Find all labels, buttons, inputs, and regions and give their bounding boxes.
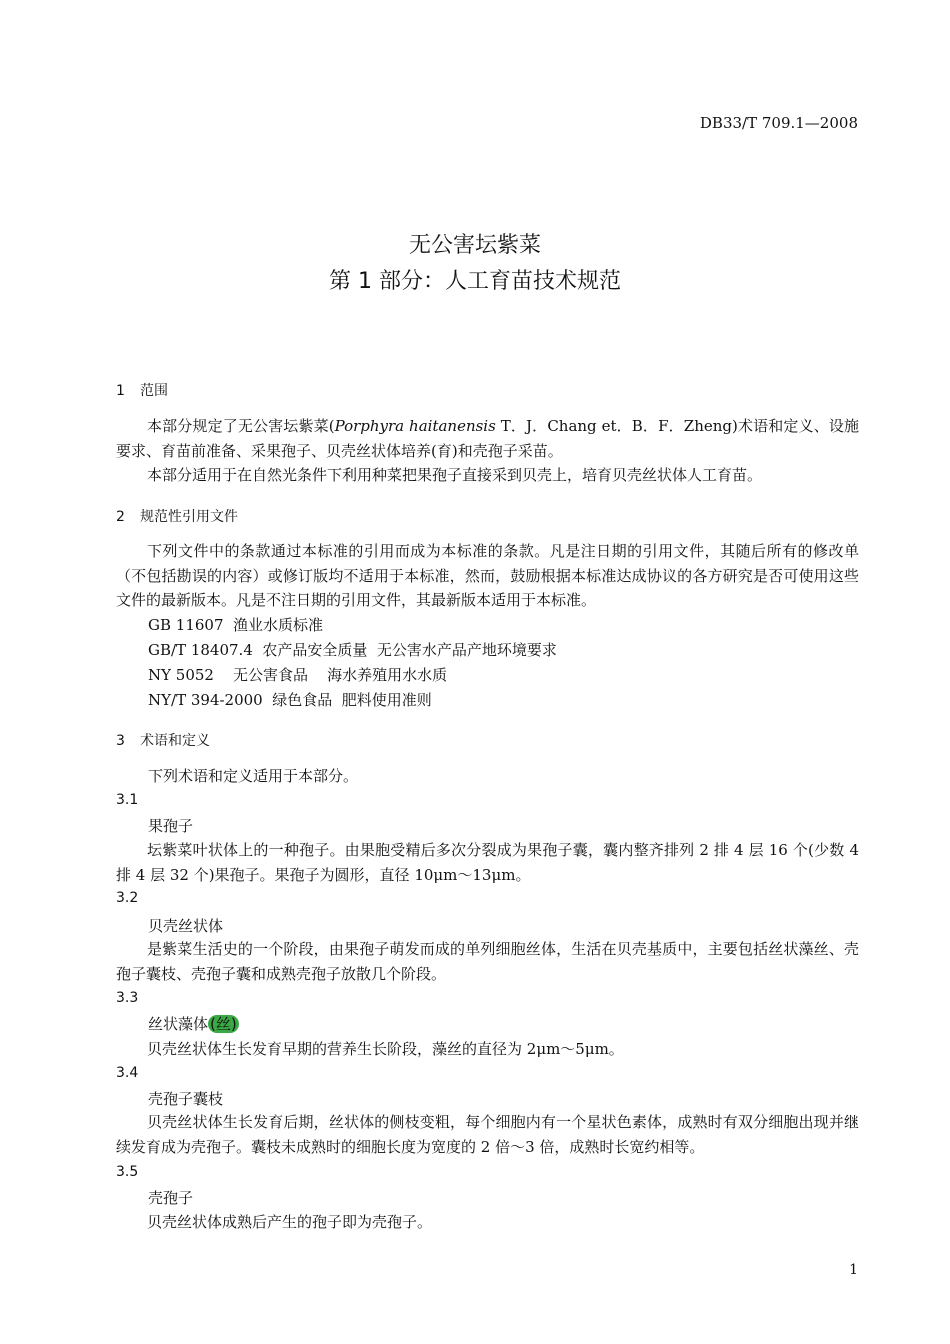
term-definition: 是紫菜生活史的一个阶段，由果孢子萌发而成的单列细胞丝体，生活在贝壳基质中，主要包括丝状藻丝、壳孢子囊枝、壳孢子囊和成熟壳孢子放散几个阶段。 xyxy=(116,940,859,983)
section-title: 术语和定义 xyxy=(140,733,210,749)
term-number: 3.2 xyxy=(116,890,139,906)
section-heading-scope xyxy=(116,380,168,400)
section-number: 2 xyxy=(116,509,125,525)
section-number: 1 xyxy=(116,383,125,399)
term-definition: 贝壳丝状体成熟后产生的孢子即为壳孢子。 xyxy=(147,1213,433,1231)
term-number: 3.5 xyxy=(116,1164,139,1180)
reference-item: GB/T 18407.4 农产品安全质量 无公害水产品产地环境要求 xyxy=(148,641,557,659)
term-name: 壳孢子 xyxy=(148,1189,194,1207)
scope-paragraph-2: 本部分适用于在自然光条件下利用种菜把果孢子直接采到贝壳上，培育贝壳丝状体人工育苗。 xyxy=(147,466,763,484)
text-run: T．J．Chang et．B．F．Zheng)术语和定义、设施要求、育苗前准备、采果孢子、贝壳丝状体培养(育)和壳孢子采苗。 xyxy=(116,417,860,460)
section-heading-terms xyxy=(116,730,210,750)
species-name: Porphyra haitanensis xyxy=(334,417,496,435)
page-number: 1 xyxy=(849,1262,858,1278)
reference-item: NY/T 394-2000 绿色食品 肥料使用准则 xyxy=(148,691,432,709)
section-heading-normative-references xyxy=(116,506,238,526)
term-definition: 贝壳丝状体生长发育后期，丝状体的侧枝变粗，每个细胞内有一个星状色素体，成熟时有双分细胞出现并继续发育成为壳孢子。囊枝未成熟时的细胞长度为宽度的 2 倍～3 倍，成熟时长宽约相等。 xyxy=(116,1113,859,1156)
term-definition: 贝壳丝状体生长发育早期的营养生长阶段，藻丝的直径为 2μm～5μm。 xyxy=(147,1040,624,1058)
highlight-mark: (丝) xyxy=(210,1015,237,1033)
document-subtitle: 第 1 部分：人工育苗技术规范 xyxy=(329,269,621,294)
reference-item: GB 11607 渔业水质标准 xyxy=(148,616,324,634)
text-run: 本部分规定了无公害坛紫菜( xyxy=(147,417,335,435)
term-name: 果孢子 xyxy=(148,817,194,835)
term-definition: 坛紫菜叶状体上的一种孢子。由果胞受精后多次分裂成为果孢子囊，囊内整齐排列 2 排 4 层 16 个(少数 4 排 4 层 32 个)果孢子。果孢子为圆形，直径 10μm～13μm。 xyxy=(116,841,859,884)
section-title: 规范性引用文件 xyxy=(140,509,238,525)
reference-item: NY 5052 无公害食品 海水养殖用水水质 xyxy=(148,666,448,684)
term-name: 贝壳丝状体 xyxy=(148,917,224,935)
term-name: 壳孢子囊枝 xyxy=(148,1090,224,1108)
term-number: 3.3 xyxy=(116,990,139,1006)
terms-intro: 下列术语和定义适用于本部分。 xyxy=(148,767,359,785)
references-paragraph: 下列文件中的条款通过本标准的引用而成为本标准的条款。凡是注日期的引用文件，其随后所有的修改单（不包括勘误的内容）或修订版均不适用于本标准，然而，鼓励根据本标准达成协议的各方研究是否可使用这些文件的最新版本。凡是不注日期的引用文件，其最新版本适用于本标准。 xyxy=(116,542,859,609)
section-title: 范围 xyxy=(140,383,168,399)
term-name xyxy=(148,1013,239,1034)
term-number: 3.1 xyxy=(116,792,139,808)
term-number: 3.4 xyxy=(116,1065,139,1081)
scope-paragraph-1 xyxy=(116,414,859,463)
section-number: 3 xyxy=(116,733,125,749)
document-title: 无公害坛紫菜 xyxy=(408,233,541,258)
term-name-text: 丝状藻体 xyxy=(148,1015,209,1033)
document-code: DB33/T 709.1—2008 xyxy=(699,114,858,132)
